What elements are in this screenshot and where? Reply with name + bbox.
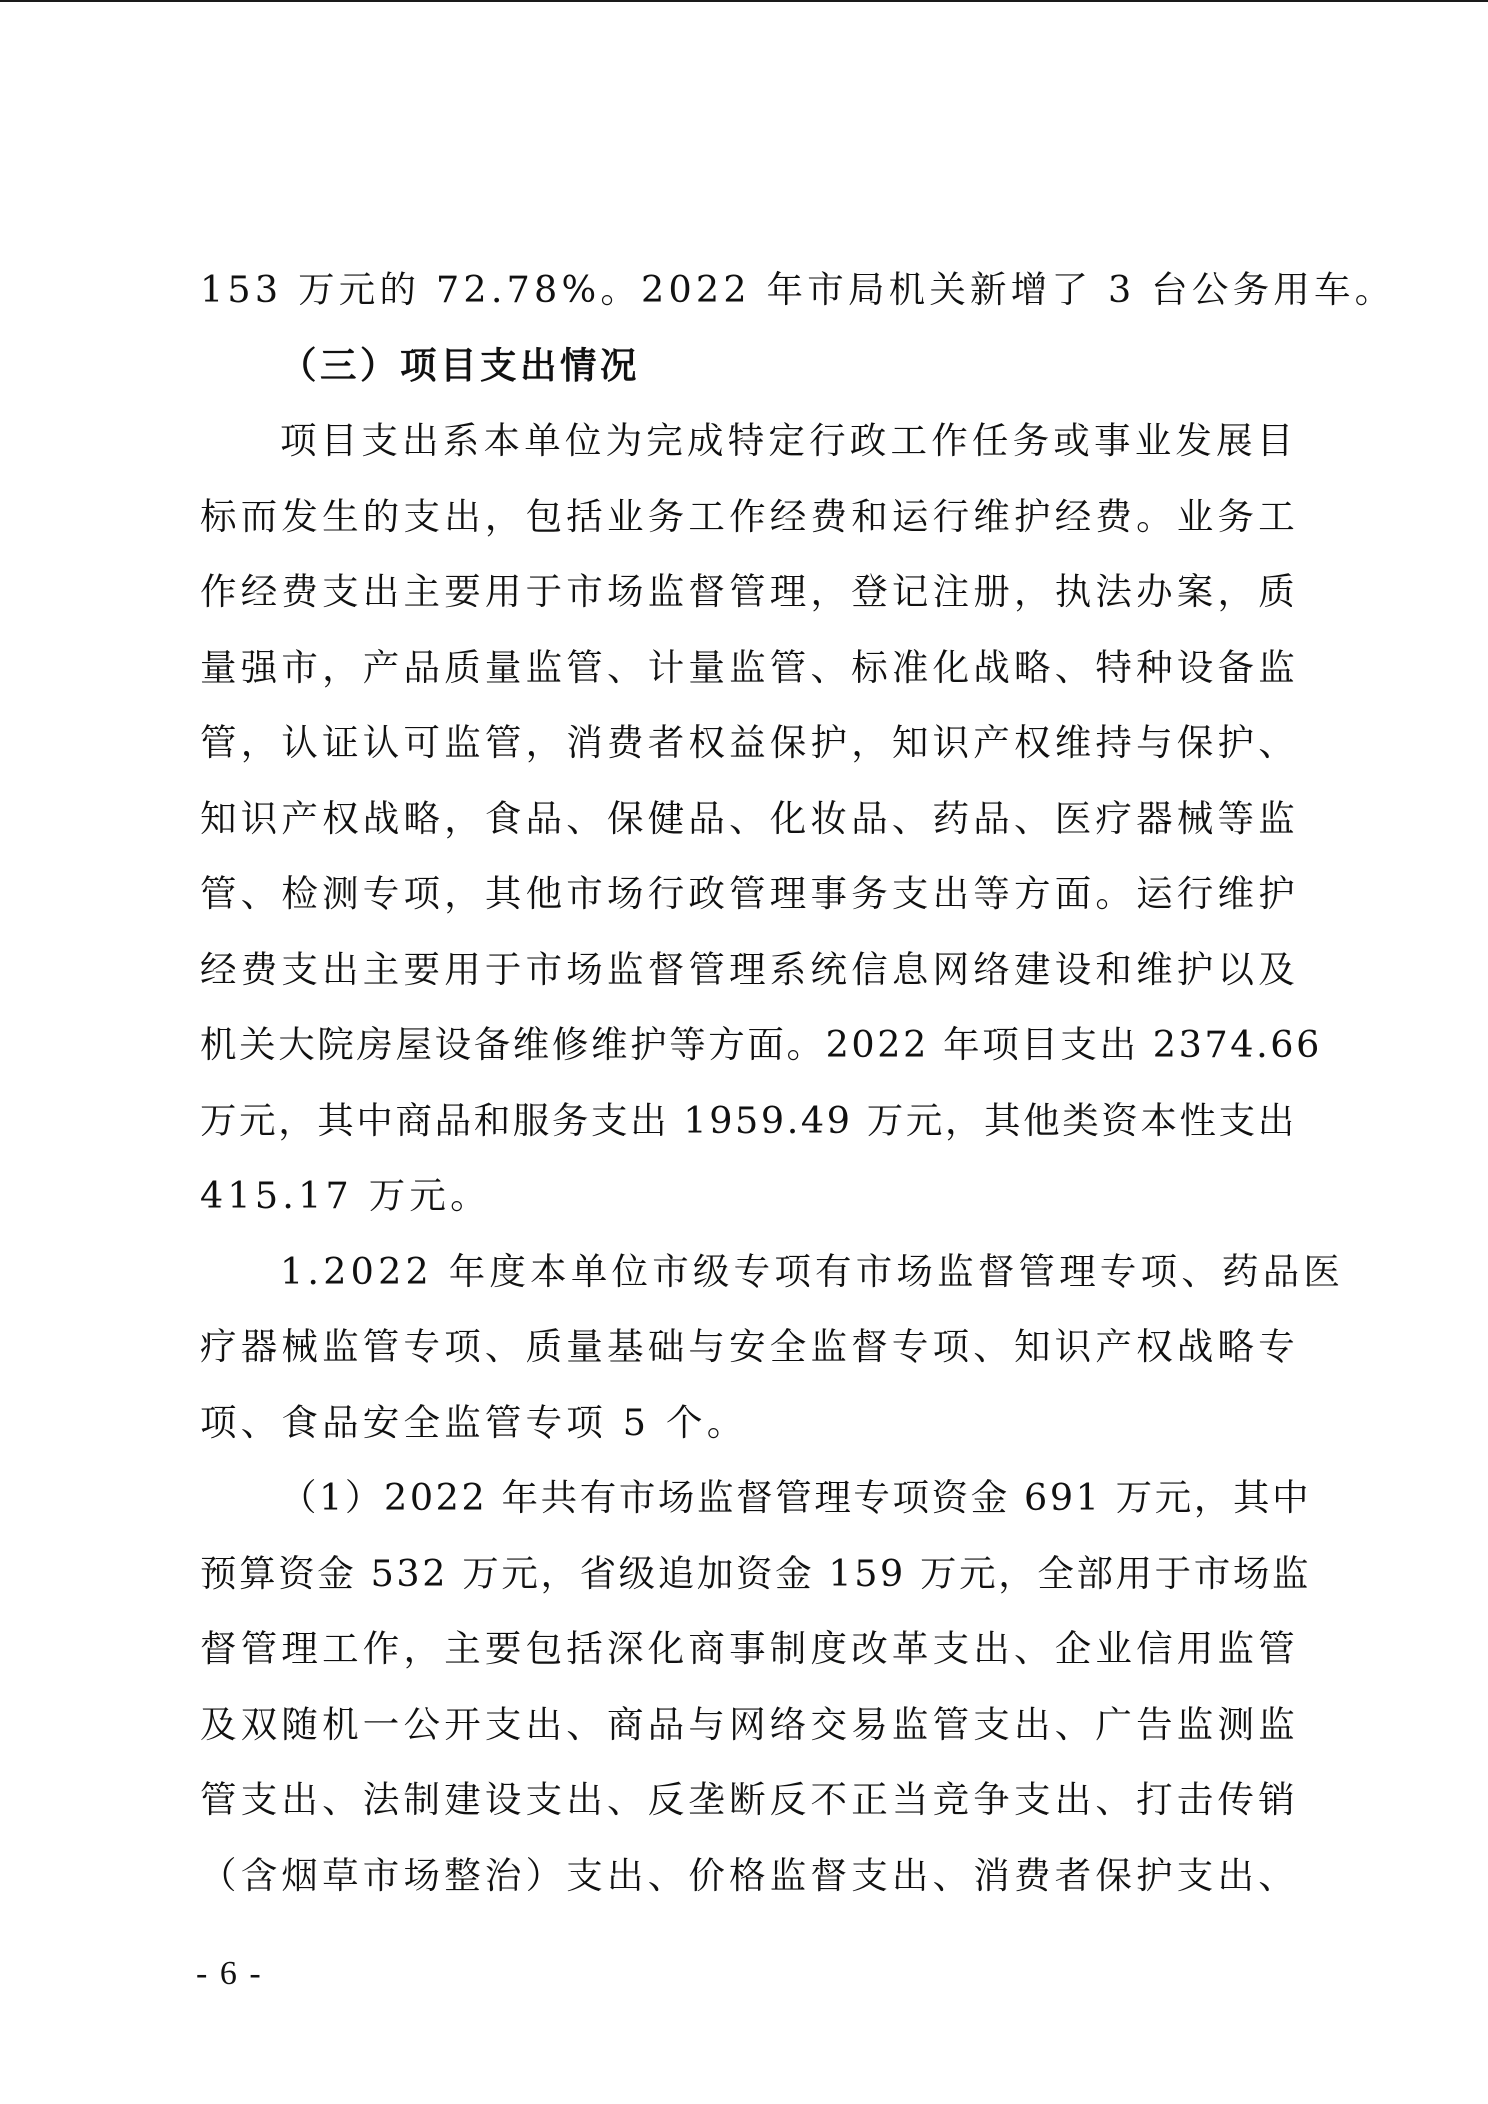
text-line-18: 预算资金 532 万元，省级追加资金 159 万元，全部用于市场监 bbox=[200, 1551, 1312, 1595]
section-heading-project-expenditure: （三）项目支出情况 bbox=[280, 343, 640, 387]
text-line-4: 标而发生的支出，包括业务工作经费和运行维护经费。业务工 bbox=[200, 494, 1299, 538]
text-line-7: 管，认证认可监管，消费者权益保护，知识产权维持与保护、 bbox=[200, 721, 1299, 764]
document-body bbox=[200, 252, 1396, 1913]
text-line-21: 管支出、法制建设支出、反垄断反不正当竞争支出、打击传销 bbox=[200, 1778, 1299, 1821]
text-line-5: 作经费支出主要用于市场监督管理，登记注册，执法办案，质 bbox=[200, 570, 1299, 613]
text-line-22: （含烟草市场整治）支出、价格监督支出、消费者保护支出、 bbox=[200, 1853, 1299, 1897]
text-line-20: 及双随机一公开支出、商品与网络交易监管支出、广告监测监 bbox=[200, 1702, 1299, 1746]
text-line-10: 经费支出主要用于市场监督管理系统信息网络建设和维护以及 bbox=[200, 947, 1299, 991]
text-line-19: 督管理工作，主要包括深化商事制度改革支出、企业信用监管 bbox=[200, 1627, 1299, 1670]
text-line-8: 知识产权战略，食品、保健品、化妆品、药品、医疗器械等监 bbox=[200, 796, 1299, 840]
top-border-rule bbox=[0, 0, 1488, 2]
text-line-11: 机关大院房屋设备维修维护等方面。2022 年项目支出 2374.66 bbox=[200, 1023, 1322, 1066]
text-line-9: 管、检测专项，其他市场行政管理事务支出等方面。运行维护 bbox=[200, 872, 1299, 915]
text-line-13: 415.17 万元。 bbox=[200, 1174, 491, 1217]
text-line-15: 疗器械监管专项、质量基础与安全监督专项、知识产权战略专 bbox=[200, 1325, 1299, 1368]
text-line-17: （1）2022 年共有市场监督管理专项资金 691 万元，其中 bbox=[280, 1476, 1312, 1519]
text-line-3: 项目支出系本单位为完成特定行政工作任务或事业发展目 bbox=[280, 419, 1298, 462]
text-line-14: 1.2022 年度本单位市级专项有市场监督管理专项、药品医 bbox=[280, 1249, 1345, 1293]
text-line-16: 项、食品安全监管专项 5 个。 bbox=[200, 1400, 748, 1444]
text-line-6: 量强市，产品质量监管、计量监管、标准化战略、特种设备监 bbox=[200, 645, 1299, 689]
page-number: - 6 - bbox=[196, 1955, 263, 1992]
text-line-12: 万元，其中商品和服务支出 1959.49 万元，其他类资本性支出 bbox=[200, 1098, 1297, 1142]
text-line-1: 153 万元的 72.78%。2022 年市局机关新增了 3 台公务用车。 bbox=[200, 268, 1396, 311]
